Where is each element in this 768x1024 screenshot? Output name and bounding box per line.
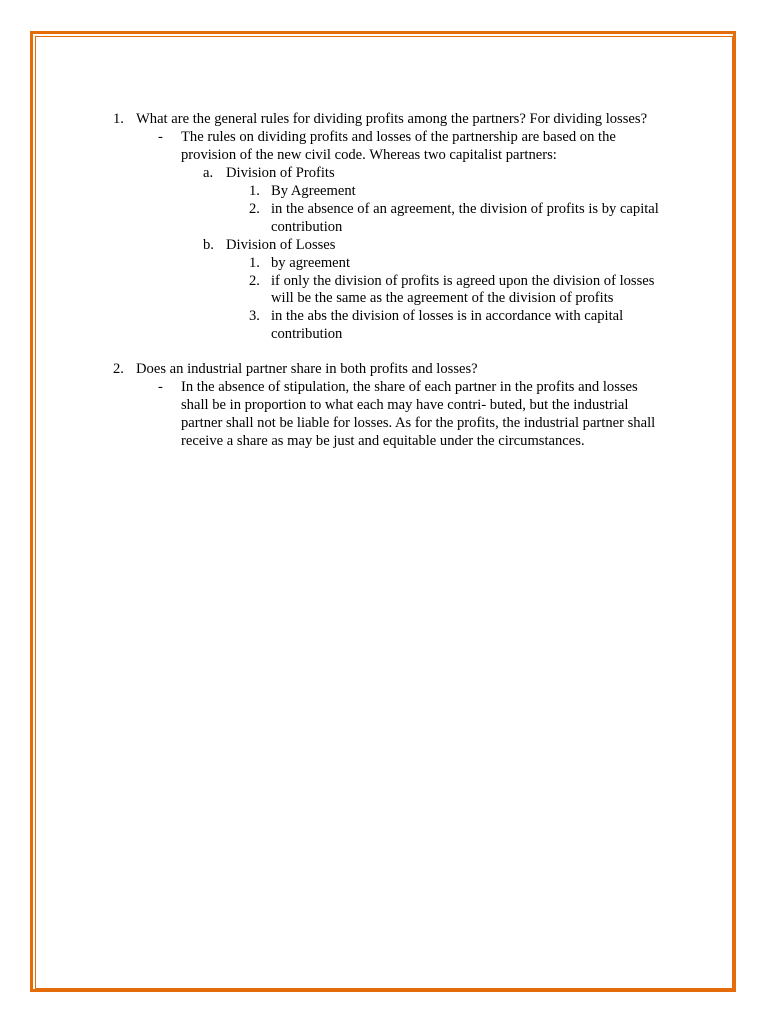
- item-line: in the abs the division of losses is in accordance with capital: [271, 308, 624, 324]
- question-number: 2.: [113, 361, 124, 377]
- item-line: in the absence of an agreement, the division of profits is by capital: [271, 201, 659, 217]
- answer-line: partner shall not be liable for losses. As for the profits, the industrial partner shall: [181, 415, 656, 431]
- section-label: Division of Losses: [226, 237, 336, 253]
- item-number: 1.: [249, 255, 260, 271]
- answer-line: shall be in proportion to what each may have contri- buted, but the industrial: [181, 397, 629, 413]
- item-line: By Agreement: [271, 183, 356, 199]
- answer-line: In the absence of stipulation, the share of each partner in the profits and losses: [181, 379, 638, 395]
- question-text: Does an industrial partner share in both profits and losses?: [136, 361, 478, 377]
- section-marker: b.: [203, 237, 214, 253]
- answer-dash: -: [158, 129, 163, 145]
- answer-line: receive a share as may be just and equitable under the circumstances.: [181, 433, 585, 449]
- item-line: contribution: [271, 219, 343, 235]
- answer-line: provision of the new civil code. Whereas two capitalist partners:: [181, 147, 557, 163]
- item-line: will be the same as the agreement of the division of profits: [271, 290, 614, 306]
- item-number: 2.: [249, 201, 260, 217]
- question-number: 1.: [113, 111, 124, 127]
- question-text: What are the general rules for dividing profits among the partners? For dividing losses?: [136, 111, 648, 127]
- answer-line: The rules on dividing profits and losses of the partnership are based on the: [181, 129, 616, 145]
- item-number: 1.: [249, 183, 260, 199]
- section-label: Division of Profits: [226, 165, 335, 181]
- item-line: contribution: [271, 326, 343, 342]
- answer-dash: -: [158, 379, 163, 395]
- section-marker: a.: [203, 165, 214, 181]
- item-number: 2.: [249, 273, 260, 289]
- item-number: 3.: [249, 308, 260, 324]
- item-line: by agreement: [271, 255, 351, 271]
- item-line: if only the division of profits is agreed upon the division of losses: [271, 273, 655, 289]
